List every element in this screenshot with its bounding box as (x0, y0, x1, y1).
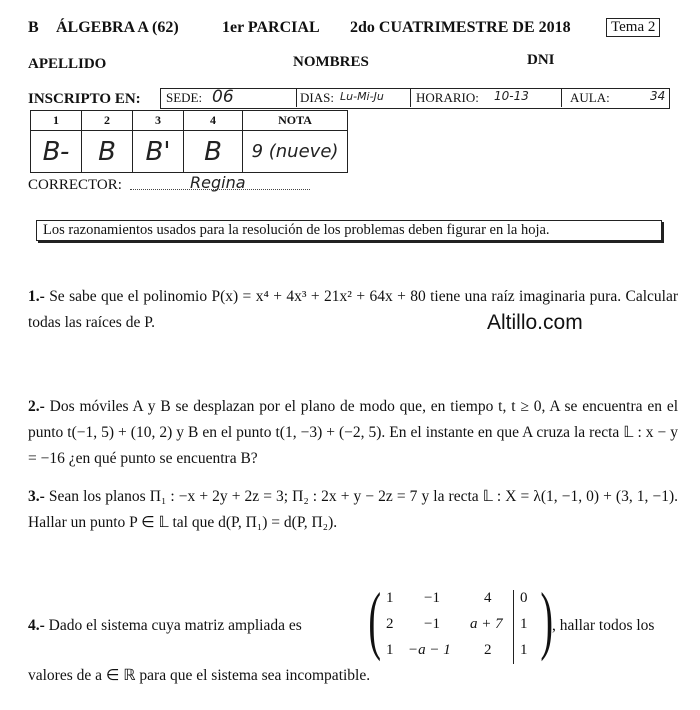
grade-value: B (82, 131, 133, 173)
grade-header: 3 (133, 111, 184, 131)
question-2 (28, 394, 678, 472)
divider (561, 88, 562, 107)
question-text: Dado el sistema cuya matriz ampliada es (48, 617, 302, 634)
matrix-cell: 1 (520, 642, 528, 658)
grade-header: 4 (184, 111, 243, 131)
grade-value: B' (133, 131, 184, 173)
corrector-signature: Regina (190, 173, 246, 192)
inscripto-label: INSCRIPTO EN: (28, 91, 141, 107)
question-text: Se sabe que el polinomio P(x) = x⁴ + 4x³ + 21x² + 64x + 80 tiene una raíz imaginaria pura. Calcular todas las raíces de P. (28, 288, 678, 331)
tema-badge: Tema 2 (606, 18, 660, 37)
apellido-label: APELLIDO (28, 56, 107, 72)
grades-table (30, 110, 348, 173)
dias-value: Lu-Mi-Ju (340, 90, 384, 103)
grade-value: B (184, 131, 243, 173)
matrix-cell: −1 (424, 590, 440, 606)
matrix-cell: 1 (386, 642, 394, 658)
matrix-cell: 2 (484, 642, 492, 658)
sede-label: SEDE: (166, 90, 203, 105)
divider (296, 88, 297, 107)
matrix-left-paren: ( (368, 578, 381, 662)
matrix-right-paren: ) (540, 578, 553, 662)
divider (410, 88, 411, 107)
matrix-cell: −a − 1 (408, 642, 451, 658)
question-number: 1.- (28, 288, 45, 305)
question-number: 3.- (28, 488, 45, 505)
grade-value: B- (31, 131, 82, 173)
question-number: 2.- (28, 398, 45, 415)
exam-letter: B (28, 19, 39, 36)
matrix-cell: 1 (386, 590, 394, 606)
matrix-cell: 4 (484, 590, 492, 606)
matrix-cell: 1 (520, 616, 528, 632)
notice-box: Los razonamientos usados para la resolución de los problemas deben figurar en la hoja. (36, 220, 662, 241)
question-4 (28, 617, 302, 635)
dias-label: DIAS: (300, 90, 334, 105)
aula-value: 34 (650, 89, 666, 103)
final-grade: 9 (nueve) (243, 131, 348, 173)
watermark: Altillo.com (487, 311, 583, 334)
matrix-cell: 2 (386, 616, 394, 632)
augmented-matrix (368, 578, 553, 666)
dni-label: DNI (527, 52, 555, 68)
horario-value: 10-13 (494, 89, 529, 103)
nombres-label: NOMBRES (293, 54, 369, 70)
matrix-bar (513, 590, 514, 664)
question-text: valores de a ∈ ℝ para que el sistema sea incompatible. (28, 667, 371, 684)
corrector-label: CORRECTOR: (28, 177, 122, 193)
subject: ÁLGEBRA A (62) (56, 19, 179, 36)
sede-value: 06 (212, 87, 234, 107)
question-3 (28, 484, 678, 536)
question-text: Sean los planos Π₁ : −x + 2y + 2z = 3; Π₂ : 2x + y − 2z = 7 y la recta 𝕃 : X = λ(1, −1, 0) + (3, 1, −1). Hallar un punto P ∈ 𝕃 tal que d(P, Π₁) = d(P, Π₂). (28, 488, 679, 531)
question-text: Dos móviles A y B se desplazan por el plano de modo que, en tiempo t, t ≥ 0, A se encuentra en el punto t(−1, 5) + (10, 2) y B en el punto t(1, −3) + (−2, 5). En el instante en que A cruza la recta 𝕃 : x − y = −16 ¿en qué punto se encuentra B? (28, 398, 679, 467)
aula-label: AULA: (570, 90, 610, 105)
grade-header: NOTA (243, 111, 348, 131)
question-number: 4.- (28, 617, 45, 634)
horario-label: HORARIO: (416, 90, 479, 105)
question-text: , hallar todos los (552, 617, 655, 634)
parcial: 1er PARCIAL (222, 19, 320, 36)
matrix-cell: a + 7 (470, 616, 503, 632)
grade-header: 1 (31, 111, 82, 131)
matrix-cell: 0 (520, 590, 528, 606)
matrix-cell: −1 (424, 616, 440, 632)
grade-header: 2 (82, 111, 133, 131)
cuatrimestre: 2do CUATRIMESTRE DE 2018 (350, 19, 571, 36)
